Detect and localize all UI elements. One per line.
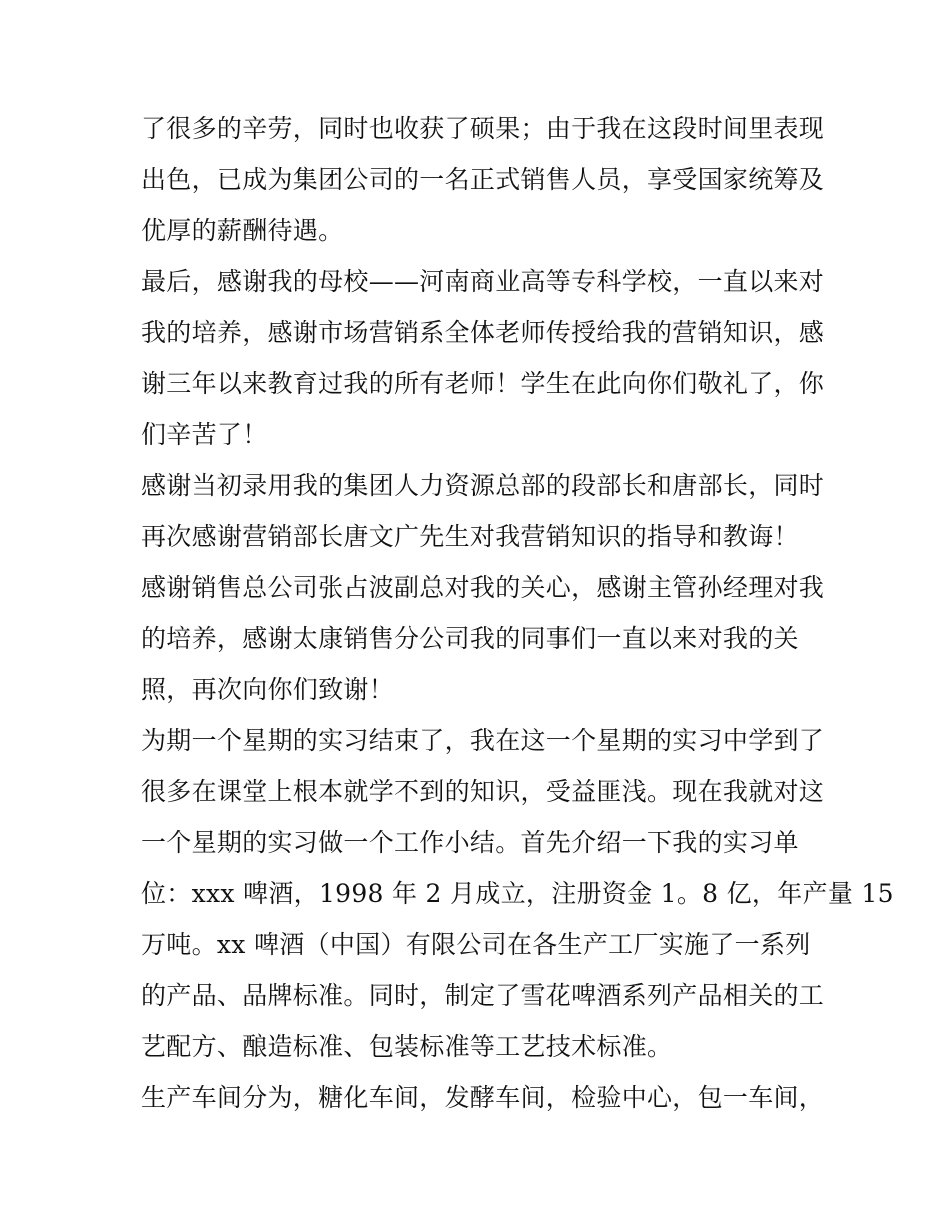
text-line: 了很多的辛劳，同时也收获了硕果；由于我在这段时间里表现 bbox=[141, 114, 825, 143]
text-line: 感谢当初录用我的集团人力资源总部的段部长和唐部长，同时 bbox=[141, 471, 825, 500]
text-line: 照，再次向你们致谢！ bbox=[141, 675, 395, 704]
text-line: 为期一个星期的实习结束了，我在这一个星期的实习中学到了 bbox=[141, 726, 825, 755]
text-line: 一个星期的实习做一个工作小结。首先介绍一下我的实习单 bbox=[141, 828, 799, 857]
text-line: 万吨。xx 啤酒（中国）有限公司在各生产工厂实施了一系列 bbox=[141, 930, 811, 959]
text-line: 感谢销售总公司张占波副总对我的关心，感谢主管孙经理对我 bbox=[141, 573, 825, 602]
text-line: 生产车间分为，糖化车间，发酵车间，检验中心，包一车间， bbox=[141, 1083, 825, 1112]
text-line: 优厚的薪酬待遇。 bbox=[141, 216, 344, 245]
text-line: 位：xxx 啤酒，1998 年 2 月成立，注册资金 1。8 亿，年产量 15 bbox=[141, 879, 894, 908]
text-line: 艺配方、酿造标准、包装标准等工艺技术标准。 bbox=[141, 1032, 673, 1061]
text-line: 很多在课堂上根本就学不到的知识，受益匪浅。现在我就对这 bbox=[141, 777, 825, 806]
text-line: 们辛苦了！ bbox=[141, 420, 268, 449]
text-line: 再次感谢营销部长唐文广先生对我营销知识的指导和教诲！ bbox=[141, 522, 799, 551]
text-line: 的培养，感谢太康销售分公司我的同事们一直以来对我的关 bbox=[141, 624, 799, 653]
text-line: 出色，已成为集团公司的一名正式销售人员，享受国家统筹及 bbox=[141, 165, 825, 194]
text-line: 谢三年以来教育过我的所有老师！学生在此向你们敬礼了，你 bbox=[141, 369, 825, 398]
text-line: 最后，感谢我的母校——河南商业高等专科学校，一直以来对 bbox=[141, 267, 825, 296]
text-line: 我的培养，感谢市场营销系全体老师传授给我的营销知识，感 bbox=[141, 318, 825, 347]
text-line: 的产品、品牌标准。同时，制定了雪花啤酒系列产品相关的工 bbox=[141, 981, 825, 1010]
